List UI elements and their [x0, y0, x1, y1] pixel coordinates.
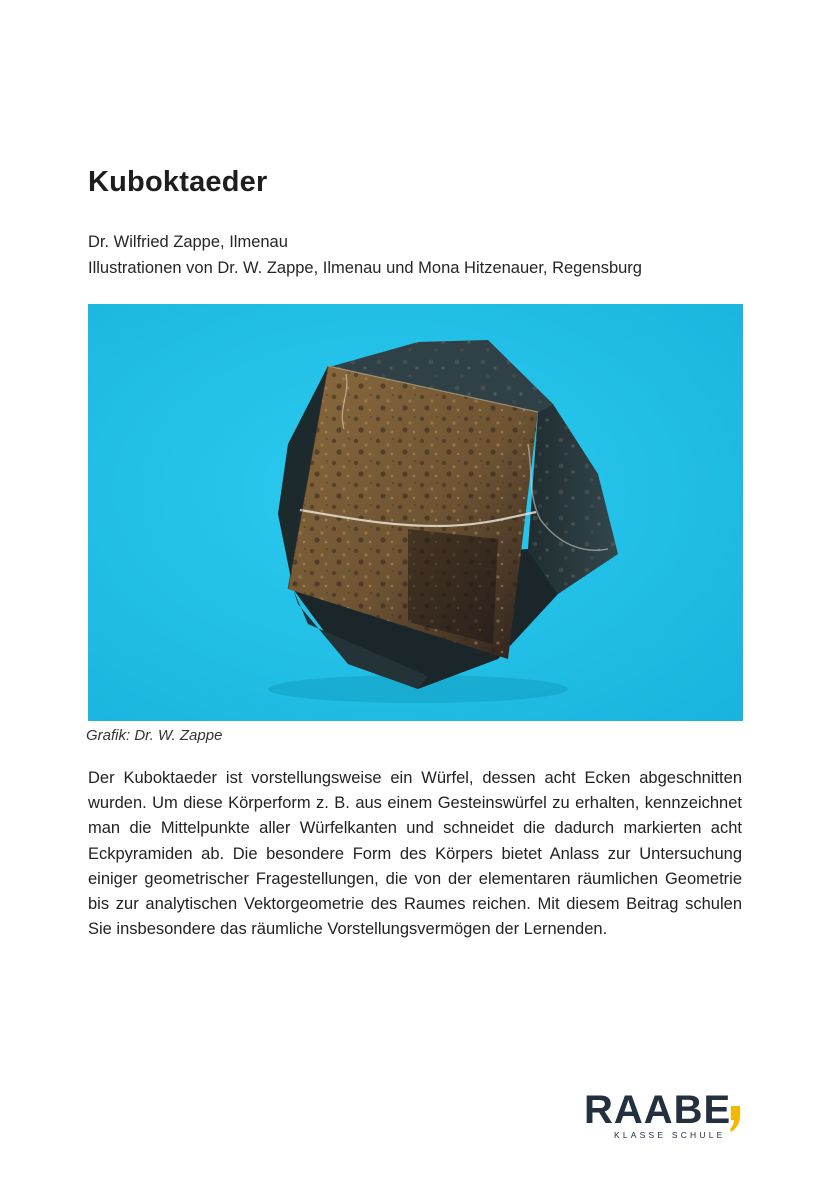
logo-wordmark: RAABE — [584, 1088, 732, 1132]
photo-caption: Grafik: Dr. W. Zappe — [86, 727, 223, 744]
intro-paragraph: Der Kuboktaeder ist vorstellungsweise ein Würfel, dessen acht Ecken abgeschnitten wurden. Um diese Körperform z. B. aus einem Gesteinswürfel zu erhalten, kennzeichnet man die Mittelpunkte aller Würfelkanten und schneidet die dadurch markierten acht Eckpyramiden ab. Die besondere Form des Körpers bietet Anlass zur Untersuchung einiger geometrischer Fragestellungen, die von der elementaren räumlichen Geometrie bis zur analytischen Vektorgeometrie des Raumes reichen. Mit diesem Beitrag schulen Sie insbesondere das räumliche Vorstellungsvermögen der Lernenden. — [88, 769, 742, 939]
cuboctahedron-stone-image — [88, 304, 743, 721]
logo-tagline: KLASSE SCHULE — [614, 1130, 726, 1140]
author-line: Dr. Wilfried Zappe, Ilmenau — [88, 233, 288, 251]
raabe-logo — [584, 1090, 754, 1150]
cuboctahedron-photo — [88, 304, 743, 721]
document-title: Kuboktaeder — [88, 166, 268, 198]
logo-comma-icon — [729, 1106, 741, 1132]
illustration-credit: Illustrationen von Dr. W. Zappe, Ilmenau und Mona Hitzenauer, Regensburg — [88, 259, 642, 277]
author-block — [88, 229, 642, 281]
